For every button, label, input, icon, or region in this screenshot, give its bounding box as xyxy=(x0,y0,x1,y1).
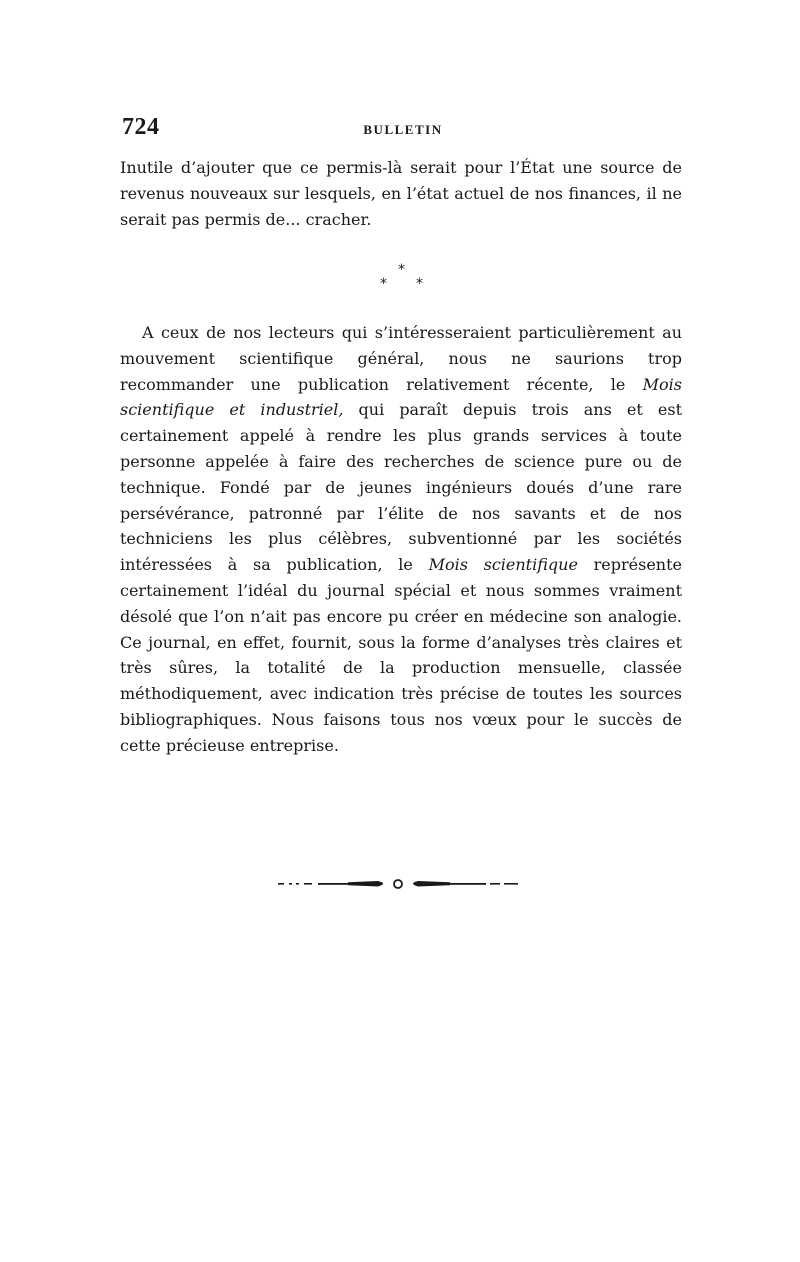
paragraph-1-text: Inutile d’ajouter que ce permis-là serait pour l’État une source de revenus nouveaux sur lesquels, en l’état actuel de nos finances, il ne serait pas permis de... cracher. xyxy=(120,158,682,229)
journal-title-short: Mois scientifique xyxy=(428,555,578,575)
paragraph-1 xyxy=(120,155,682,232)
paragraph-2-part-3: représente certainement l’idéal du journal spécial et nous sommes vraiment désolé que l’on n’ait pas encore pu créer en médecine son analogie. Ce journal, en effet, fournit, sous la forme d’analyses très claires et très sûres, la totalité de la production mensuelle, classée méthodiquement, avec indication très précise de toutes les sources bibliographiques. Nous faisons tous nos vœux pour le succès de cette précieuse entreprise. xyxy=(120,555,682,755)
asterism xyxy=(370,262,434,298)
asterism-star-left: * xyxy=(380,276,387,292)
paragraph-2-part-2: qui paraît depuis trois ans et est certainement appelé à rendre les plus grands services à toute personne appelée à faire des recherches de science pure ou de technique. Fondé par de jeunes ingénieurs doués d’une rare persévérance, patronné par l’élite de nos savants et de nos techniciens les plus célèbres, subventionné par les sociétés intéressées à sa publication, le xyxy=(120,400,683,575)
tailpiece-ornament xyxy=(278,874,518,894)
running-head: BULLETIN xyxy=(363,122,443,137)
asterism-star-top: * xyxy=(398,262,405,278)
tailpiece-ornament-icon xyxy=(278,874,518,894)
asterism-star-right: * xyxy=(416,276,423,292)
paragraph-2-text xyxy=(120,320,682,759)
page-header xyxy=(122,108,684,148)
paragraph-2 xyxy=(120,320,682,759)
journal-title-full: Mois scientifique et industriel, xyxy=(120,374,682,420)
page-number: 724 xyxy=(122,114,160,140)
paragraph-2-part-1: A ceux de nos lecteurs qui s’intéresseraient particulièrement au mouvement scientifique général, nous ne saurions trop recommander une publication relativement récente, le xyxy=(120,323,682,394)
